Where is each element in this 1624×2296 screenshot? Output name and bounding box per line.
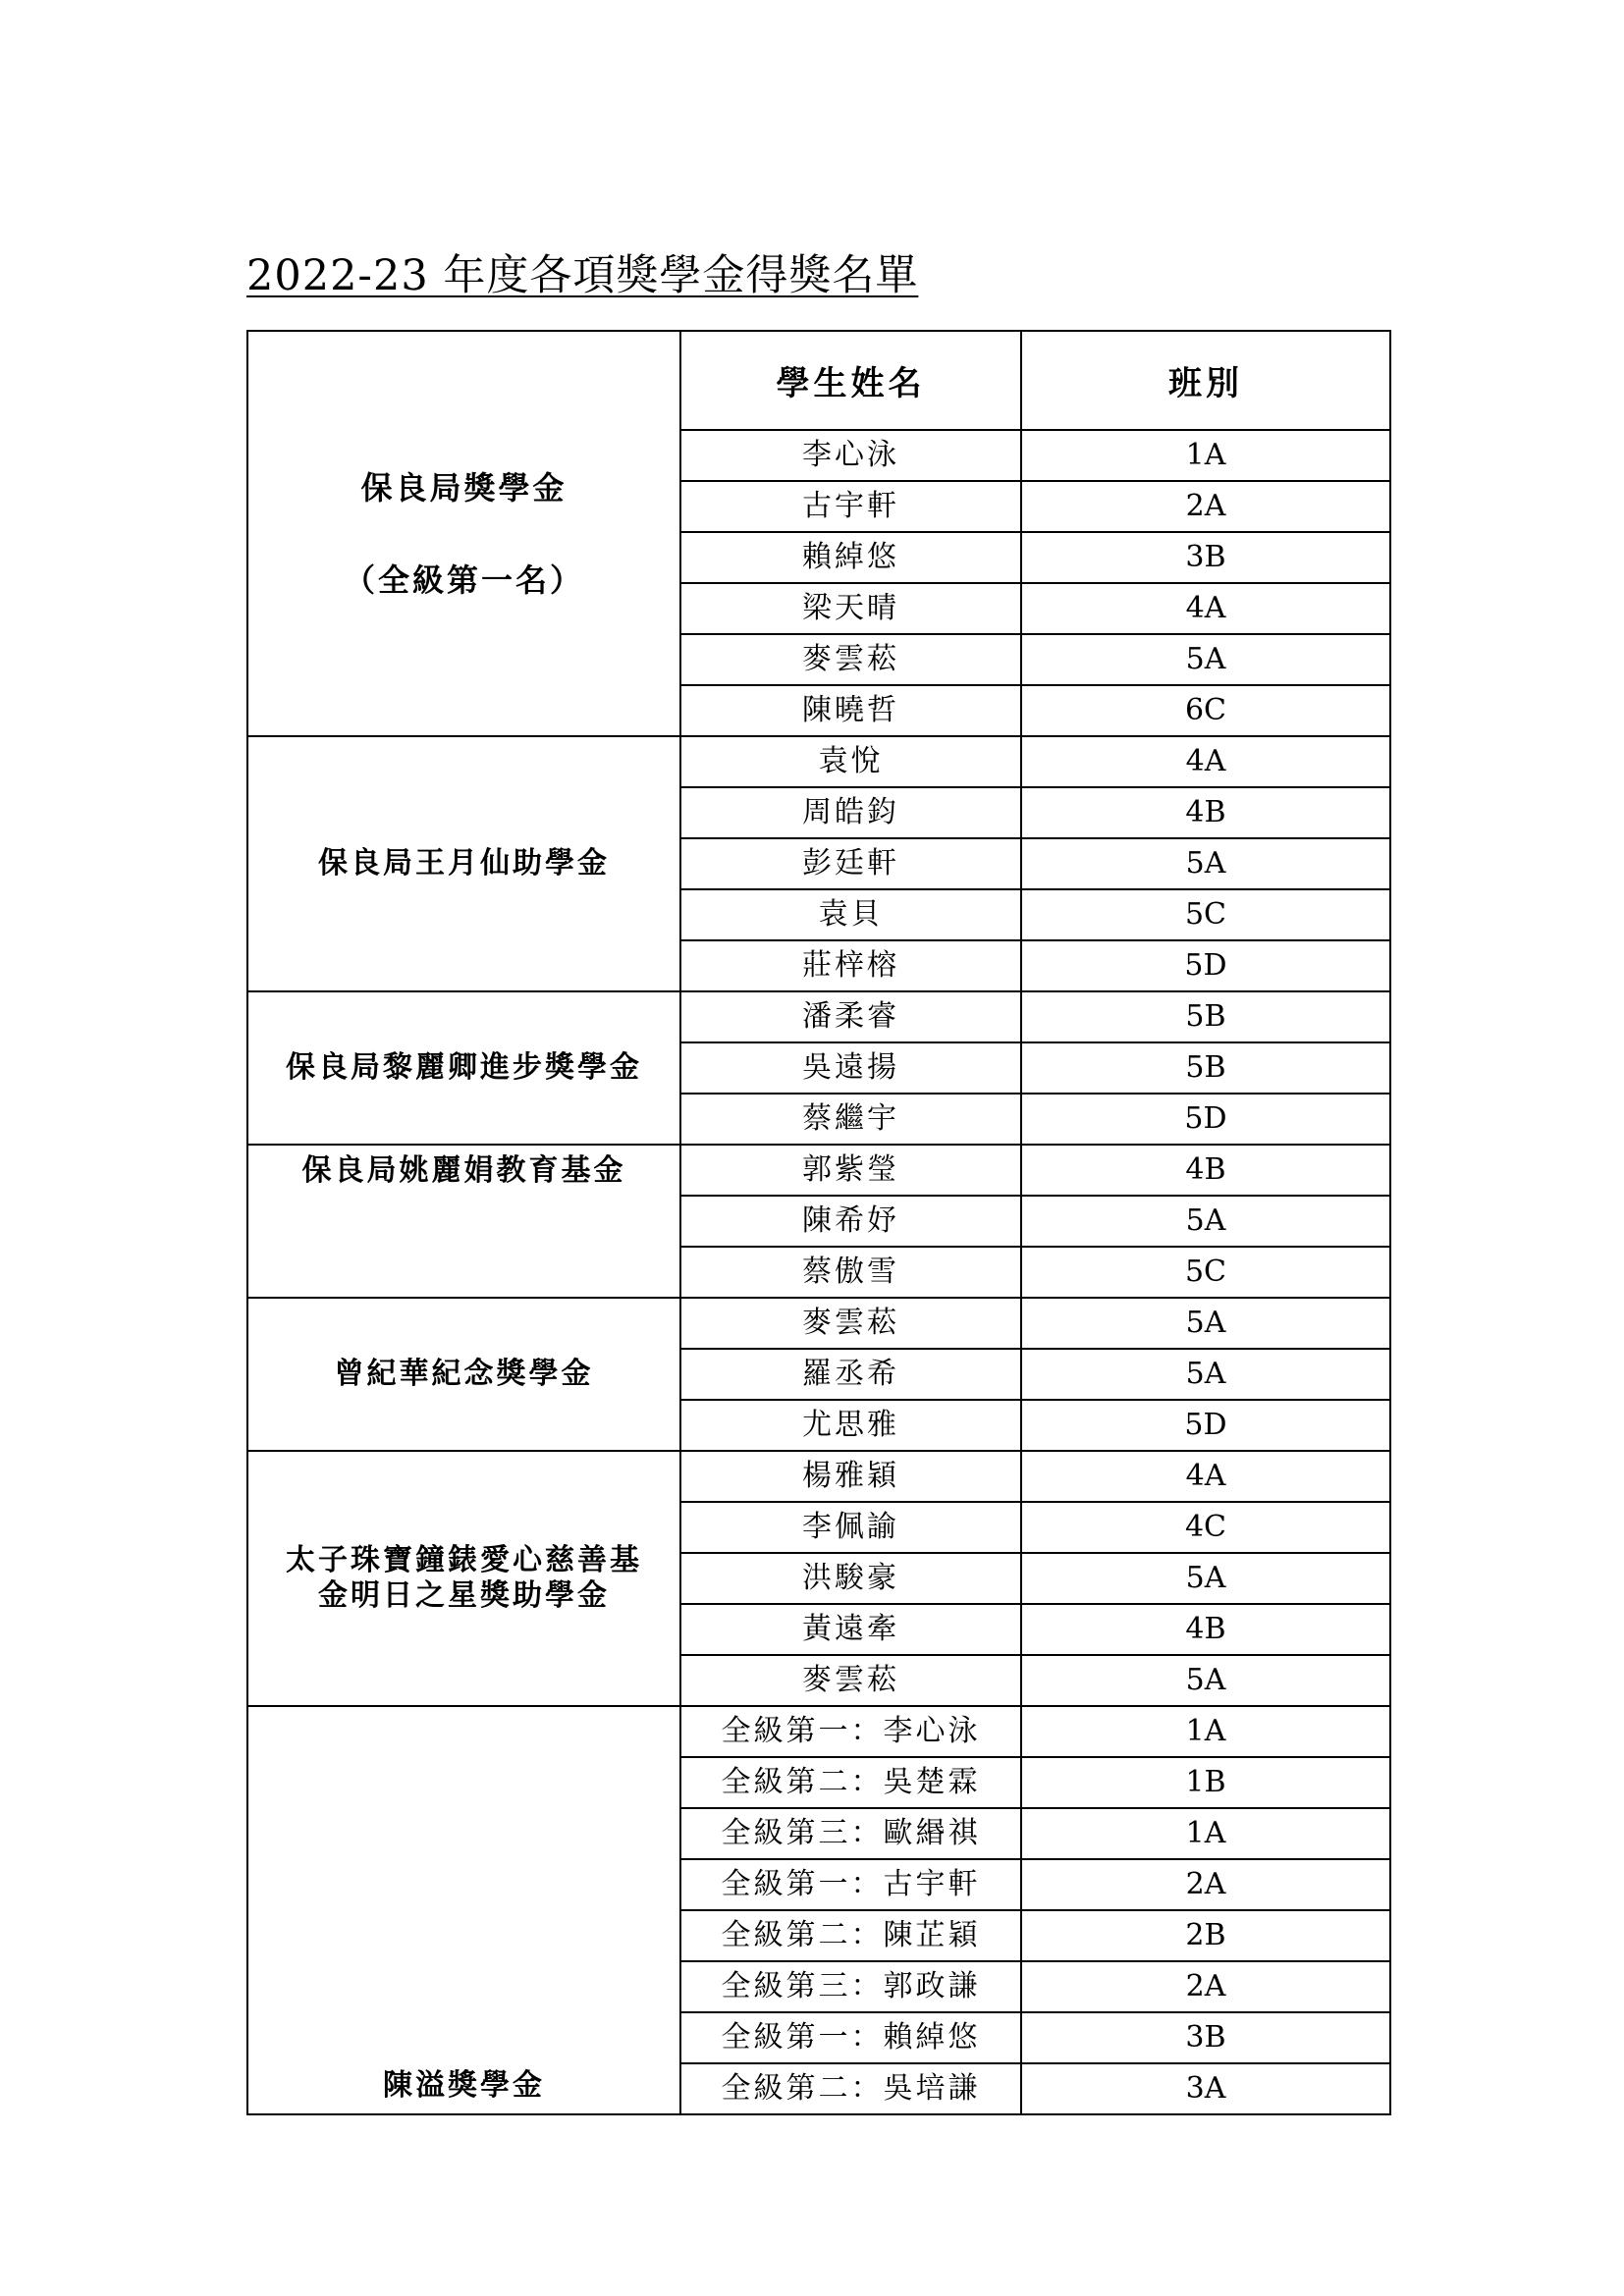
student-class: 5A <box>1021 1553 1390 1604</box>
student-class: 5A <box>1021 1349 1390 1400</box>
student-class: 1A <box>1021 1706 1390 1757</box>
table-row <box>247 736 1390 787</box>
student-name: 全級第三：歐緡祺 <box>680 1808 1021 1859</box>
student-name: 全級第二：陳芷穎 <box>680 1910 1021 1961</box>
student-name: 黃遠牽 <box>680 1604 1021 1655</box>
student-class: 4A <box>1021 583 1390 634</box>
student-name: 彭廷軒 <box>680 838 1021 889</box>
student-name: 麥雲菘 <box>680 1298 1021 1349</box>
student-class: 4B <box>1021 787 1390 838</box>
award-cell-lai-lai-hing-progress <box>247 991 680 1145</box>
header-student-name: 學生姓名 <box>680 331 1021 430</box>
student-class: 5B <box>1021 991 1390 1042</box>
award-name-line: 曾紀華紀念獎學金 <box>334 1357 594 1391</box>
table-row <box>247 1451 1390 1502</box>
award-name-line: （全級第一名） <box>343 561 584 599</box>
student-class: 5A <box>1021 838 1390 889</box>
student-class: 5C <box>1021 889 1390 940</box>
award-cell-wong-yuet-sin-grant <box>247 736 680 991</box>
student-class: 2A <box>1021 481 1390 532</box>
student-name: 洪駿豪 <box>680 1553 1021 1604</box>
student-class: 5A <box>1021 634 1390 685</box>
student-name: 全級第二：吳培謙 <box>680 2063 1021 2114</box>
student-class: 5D <box>1021 1400 1390 1451</box>
student-class: 3A <box>1021 2063 1390 2114</box>
student-class: 5A <box>1021 1196 1390 1247</box>
student-name: 楊雅穎 <box>680 1451 1021 1502</box>
award-name-line: 保良局王月仙助學金 <box>318 846 610 881</box>
student-name: 全級第一：李心泳 <box>680 1706 1021 1757</box>
student-name: 全級第二：吳楚霖 <box>680 1757 1021 1808</box>
student-class: 1A <box>1021 1808 1390 1859</box>
student-class: 4B <box>1021 1145 1390 1196</box>
award-name-line: 保良局姚麗娟教育基金 <box>301 1153 626 1188</box>
student-name: 陳希妤 <box>680 1196 1021 1247</box>
student-class: 4C <box>1021 1502 1390 1553</box>
student-name: 麥雲菘 <box>680 634 1021 685</box>
scholarship-table <box>246 330 1391 2115</box>
table-row <box>247 1145 1390 1196</box>
award-cell-tsang-kei-wah-memorial <box>247 1298 680 1451</box>
student-name: 全級第一：賴綽悠 <box>680 2012 1021 2063</box>
award-cell-poleungkuk-scholarship <box>247 331 680 736</box>
award-cell-prince-jewellery-star <box>247 1451 680 1706</box>
student-name: 麥雲菘 <box>680 1655 1021 1706</box>
student-name: 羅丞希 <box>680 1349 1021 1400</box>
student-name: 蔡傲雪 <box>680 1247 1021 1298</box>
student-name: 吳遠揚 <box>680 1042 1021 1094</box>
student-name: 李佩諭 <box>680 1502 1021 1553</box>
header-class: 班別 <box>1021 331 1390 430</box>
student-class: 2A <box>1021 1961 1390 2012</box>
award-name-line: 陳溢獎學金 <box>383 2068 545 2103</box>
student-name: 李心泳 <box>680 430 1021 481</box>
student-class: 4A <box>1021 736 1390 787</box>
award-cell-chan-yat-scholarship <box>247 1706 680 2114</box>
student-name: 古宇軒 <box>680 481 1021 532</box>
student-name: 全級第三：郭政謙 <box>680 1961 1021 2012</box>
student-name: 袁貝 <box>680 889 1021 940</box>
student-name: 郭紫瑩 <box>680 1145 1021 1196</box>
student-class: 5C <box>1021 1247 1390 1298</box>
award-name-line: 太子珠寶鐘錶愛心慈善基 <box>286 1543 642 1577</box>
award-name-line: 金明日之星獎助學金 <box>318 1578 610 1613</box>
table-row <box>247 991 1390 1042</box>
student-class: 3B <box>1021 532 1390 583</box>
table-header-row <box>247 331 1390 430</box>
student-name: 賴綽悠 <box>680 532 1021 583</box>
student-class: 5D <box>1021 940 1390 991</box>
student-class: 2B <box>1021 1910 1390 1961</box>
student-class: 6C <box>1021 685 1390 736</box>
student-class: 1A <box>1021 430 1390 481</box>
award-name-line: 保良局黎麗卿進步獎學金 <box>286 1050 642 1085</box>
student-class: 5D <box>1021 1094 1390 1145</box>
award-name-line: 保良局獎學金 <box>360 468 568 507</box>
student-name: 潘柔睿 <box>680 991 1021 1042</box>
student-class: 5A <box>1021 1655 1390 1706</box>
award-cell-yiu-lai-kuen-fund <box>247 1145 680 1298</box>
student-name: 莊梓榕 <box>680 940 1021 991</box>
student-class: 5B <box>1021 1042 1390 1094</box>
student-class: 3B <box>1021 2012 1390 2063</box>
student-class: 5A <box>1021 1298 1390 1349</box>
table-row <box>247 1706 1390 1757</box>
page-title: 2022-23 年度各項獎學金得獎名單 <box>246 251 919 300</box>
student-name: 蔡繼宇 <box>680 1094 1021 1145</box>
student-class: 4A <box>1021 1451 1390 1502</box>
student-class: 4B <box>1021 1604 1390 1655</box>
table-row <box>247 1298 1390 1349</box>
student-name: 全級第一：古宇軒 <box>680 1859 1021 1910</box>
student-class: 2A <box>1021 1859 1390 1910</box>
student-name: 尤思雅 <box>680 1400 1021 1451</box>
student-name: 陳曉哲 <box>680 685 1021 736</box>
student-name: 周皓鈞 <box>680 787 1021 838</box>
student-name: 袁悅 <box>680 736 1021 787</box>
student-class: 1B <box>1021 1757 1390 1808</box>
student-name: 梁天晴 <box>680 583 1021 634</box>
